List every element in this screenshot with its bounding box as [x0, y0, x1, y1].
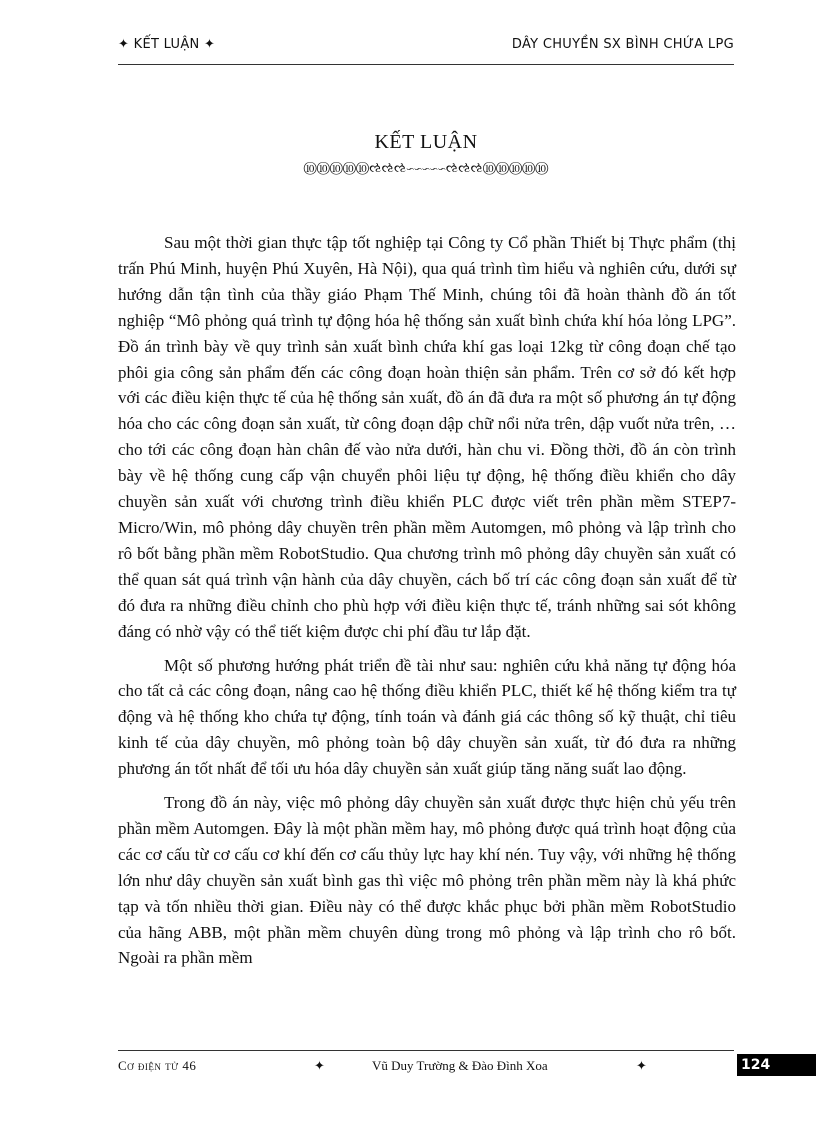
- page-title: KẾT LUẬN: [374, 131, 478, 153]
- footer-authors: Vũ Duy Trường & Đào Đình Xoa: [372, 1058, 548, 1073]
- header-chapter: ✦ KẾT LUẬN ✦: [118, 37, 216, 52]
- paragraph-3: Trong đồ án này, việc mô phỏng dây chuyền sản xuất được thực hiện chủ yếu trên phần mềm Automgen. Đây là một phần mềm hay, mô phỏng được quá trình hoạt động của các cơ cấu từ cơ cấu cơ khí đến cơ cấu thủy lực hay khí nén. Tuy vậy, với những hệ thống lớn như dây chuyền sản xuất bình gas thì việc mô phỏng trên phần mềm này là khá phức tạp và tốn nhiều thời gian. Điều này có thể được khắc phục bởi phần mềm RobotStudio của hãng ABB, một phần mềm chuyên dùng trong mô phỏng và lập trình cho rô bốt. Ngoài ra phần mềm: [118, 793, 736, 968]
- footer-course: Cơ điện tử 46: [118, 1058, 197, 1073]
- footer-divider: [118, 1050, 734, 1051]
- paragraph-1: Sau một thời gian thực tập tốt nghiệp tại Công ty Cổ phần Thiết bị Thực phẩm (thị trấn Phú Minh, huyện Phú Xuyên, Hà Nội), qua quá trình tìm hiểu và nghiên cứu, dưới sự hướng dẫn tận tình của thầy giáo Phạm Thế Minh, chúng tôi đã hoàn thành đồ án tốt nghiệp “Mô phỏng quá trình tự động hóa hệ thống sản xuất bình chứa khí hóa lỏng LPG”. Đồ án trình bày về quy trình sản xuất bình chứa khí gas loại 12kg từ công đoạn chế tạo phôi gia công sản phẩm đến các công đoạn hoàn thiện sản phẩm. Trên cơ sở đó kết hợp với các điều kiện thực tế của hệ thống sản xuất, đồ án đã đưa ra một số phương án tự động hóa cho các công đoạn sản xuất, từ công đoạn dập chữ nổi nửa trên, dập vuốt nửa trên, … cho tới các công đoạn hàn chân đế vào nửa dưới, hàn chu vi. Đồng thời, đồ án còn trình bày về hệ thống cung cấp vận chuyển phôi liệu tự động, hệ thống điều khiển cho dây chuyền sản xuất với chương trình điều khiển PLC được viết trên phần mềm STEP7-Micro/Win, mô phỏng dây chuyền trên phần mềm Automgen, mô phỏng và lập trình cho rô bốt bằng phần mềm RobotStudio. Qua chương trình mô phỏng dây chuyền sản xuất có thể quan sát quá trình vận hành của dây chuyền, cách bố trí các công đoạn sản xuất để từ đó đưa ra những điều chỉnh cho phù hợp với điều kiện thực tế, tránh những sai sót không đáng có nhờ vậy có thể tiết kiệm được chi phí đầu tư lắp đặt.: [118, 233, 736, 641]
- header-book-title: DÂY CHUYỀN SX BÌNH CHỨA LPG: [511, 37, 734, 52]
- body-text: [118, 230, 736, 979]
- footer-separator-icon: ✦: [636, 1058, 647, 1073]
- header-divider: [118, 64, 734, 65]
- page-number: 124: [737, 1054, 816, 1076]
- title-ornament: ⑩⑩⑩⑩⑩ઌઌઌ∽∽∽∽∽ઌઌઌ⑩⑩⑩⑩⑩: [303, 161, 549, 176]
- paragraph-2: Một số phương hướng phát triển đề tài như sau: nghiên cứu khả năng tự động hóa cho tất cả các công đoạn, nâng cao hệ thống điều khiển PLC, thiết kế hệ thống kiểm tra tự động và hệ thống kho chứa tự động, tính toán và đánh giá các thông số kỹ thuật, chỉ tiêu kinh tế của dây chuyền, mô phỏng toàn bộ dây chuyền sản xuất, từ đó đưa ra những phương án tốt nhất để tối ưu hóa dây chuyền sản xuất giúp tăng năng suất lao động.: [118, 655, 736, 779]
- page-header: [118, 34, 734, 56]
- footer-separator-icon: ✦: [314, 1058, 325, 1073]
- page-footer: [118, 1056, 816, 1078]
